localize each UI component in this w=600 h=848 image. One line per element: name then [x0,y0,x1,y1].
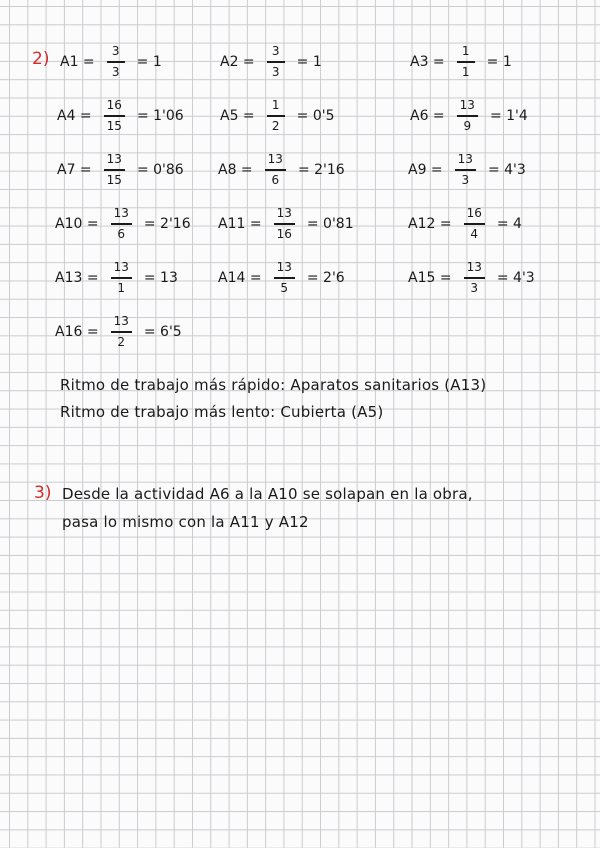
equation-result: = 0'5 [296,108,335,124]
fraction [111,206,132,241]
fraction-bar [457,61,475,62]
fraction-numerator: 16 [466,206,482,221]
equation-result: = 4'3 [487,162,526,178]
fraction-denominator: 15 [106,172,122,187]
fraction-denominator: 3 [111,64,120,79]
fraction-denominator: 3 [271,64,280,79]
fraction-bar [455,169,476,170]
fraction-denominator: 3 [470,280,479,295]
equation-label: A4 = [57,108,92,124]
fraction-denominator: 4 [470,226,479,241]
equation-label: A14 = [218,270,262,286]
equation-a8 [218,148,345,192]
fraction-bar [464,277,485,278]
fraction-numerator: 3 [271,44,280,59]
equation-result: = 13 [143,270,178,286]
fraction-numerator: 13 [459,98,475,113]
equation-label: A12 = [408,216,452,232]
fraction [265,152,286,187]
fraction [104,98,125,133]
equation-label: A7 = [57,162,92,178]
fraction-bar [111,277,132,278]
fraction [274,206,295,241]
equation-label: A10 = [55,216,99,232]
equation-a15 [408,256,535,300]
fraction-numerator: 1 [271,98,280,113]
fraction [107,44,125,79]
equation-label: A11 = [218,216,262,232]
fraction [464,260,485,295]
fraction-bar [274,223,295,224]
fraction [104,152,125,187]
equation-a9 [408,148,526,192]
fraction [457,98,478,133]
fraction-denominator: 1 [461,64,470,79]
fraction [111,260,132,295]
equation-a10 [55,202,191,246]
equation-a14 [218,256,345,300]
section-3-line-2: pasa lo mismo con la A11 y A12 [62,513,309,531]
fraction-denominator: 6 [271,172,280,187]
fraction-numerator: 13 [113,260,129,275]
fraction-bar [274,277,295,278]
equation-a11 [218,202,354,246]
equation-a16 [55,310,182,354]
equation-a2 [220,40,322,84]
fraction-bar [104,115,125,116]
equation-result: = 1 [296,54,322,70]
equation-result: = 1'4 [489,108,528,124]
fraction [455,152,476,187]
fraction-denominator: 15 [106,118,122,133]
fraction-bar [111,223,132,224]
equation-label: A15 = [408,270,452,286]
equation-result: = 4 [496,216,522,232]
fraction-denominator: 1 [117,280,126,295]
fraction [457,44,475,79]
fraction-numerator: 1 [461,44,470,59]
fraction-numerator: 13 [106,152,122,167]
fraction-numerator: 13 [457,152,473,167]
slowest-rhythm-text: Ritmo de trabajo más lento: Cubierta (A5) [60,403,384,421]
fraction-denominator: 5 [280,280,289,295]
section-3-line-1: Desde la actividad A6 a la A10 se solapan en la obra, [62,485,473,503]
equation-label: A1 = [60,54,95,70]
fraction [464,206,485,241]
fraction-bar [111,331,132,332]
equation-label: A3 = [410,54,445,70]
equation-result: = 2'16 [143,216,191,232]
equation-a1 [60,40,162,84]
equation-a13 [55,256,178,300]
equation-result: = 1'06 [136,108,184,124]
fraction [274,260,295,295]
equation-label: A5 = [220,108,255,124]
equation-result: = 1 [486,54,512,70]
equation-label: A6 = [410,108,445,124]
fraction-denominator: 16 [276,226,292,241]
fraction-bar [267,115,285,116]
equation-a6 [410,94,528,138]
equation-result: = 2'6 [306,270,345,286]
equation-a5 [220,94,335,138]
equation-a4 [57,94,184,138]
fraction-denominator: 2 [117,334,126,349]
fraction-bar [457,115,478,116]
fraction-numerator: 13 [267,152,283,167]
fraction-bar [104,169,125,170]
section-3-number: 3) [34,483,52,503]
section-2-number: 2) [32,49,50,69]
equation-label: A13 = [55,270,99,286]
equation-result: = 0'81 [306,216,354,232]
equation-result: = 4'3 [496,270,535,286]
equation-result: = 0'86 [136,162,184,178]
fraction-numerator: 13 [113,206,129,221]
fraction-numerator: 13 [276,260,292,275]
fraction-bar [107,61,125,62]
fraction-numerator: 16 [106,98,122,113]
equation-result: = 2'16 [297,162,345,178]
fraction-numerator: 13 [113,314,129,329]
fraction [267,98,285,133]
fraction-numerator: 3 [111,44,120,59]
fraction [111,314,132,349]
fraction-denominator: 9 [463,118,472,133]
fraction-bar [265,169,286,170]
equation-label: A2 = [220,54,255,70]
fastest-rhythm-text: Ritmo de trabajo más rápido: Aparatos sanitarios (A13) [60,376,487,394]
equation-label: A16 = [55,324,99,340]
fraction [267,44,285,79]
fraction-numerator: 13 [276,206,292,221]
fraction-bar [464,223,485,224]
fraction-denominator: 6 [117,226,126,241]
fraction-bar [267,61,285,62]
equation-a7 [57,148,184,192]
fraction-denominator: 3 [461,172,470,187]
fraction-numerator: 13 [466,260,482,275]
equation-label: A8 = [218,162,253,178]
equation-a3 [410,40,512,84]
equation-label: A9 = [408,162,443,178]
equation-a12 [408,202,522,246]
equation-result: = 1 [136,54,162,70]
fraction-denominator: 2 [271,118,280,133]
equation-result: = 6'5 [143,324,182,340]
